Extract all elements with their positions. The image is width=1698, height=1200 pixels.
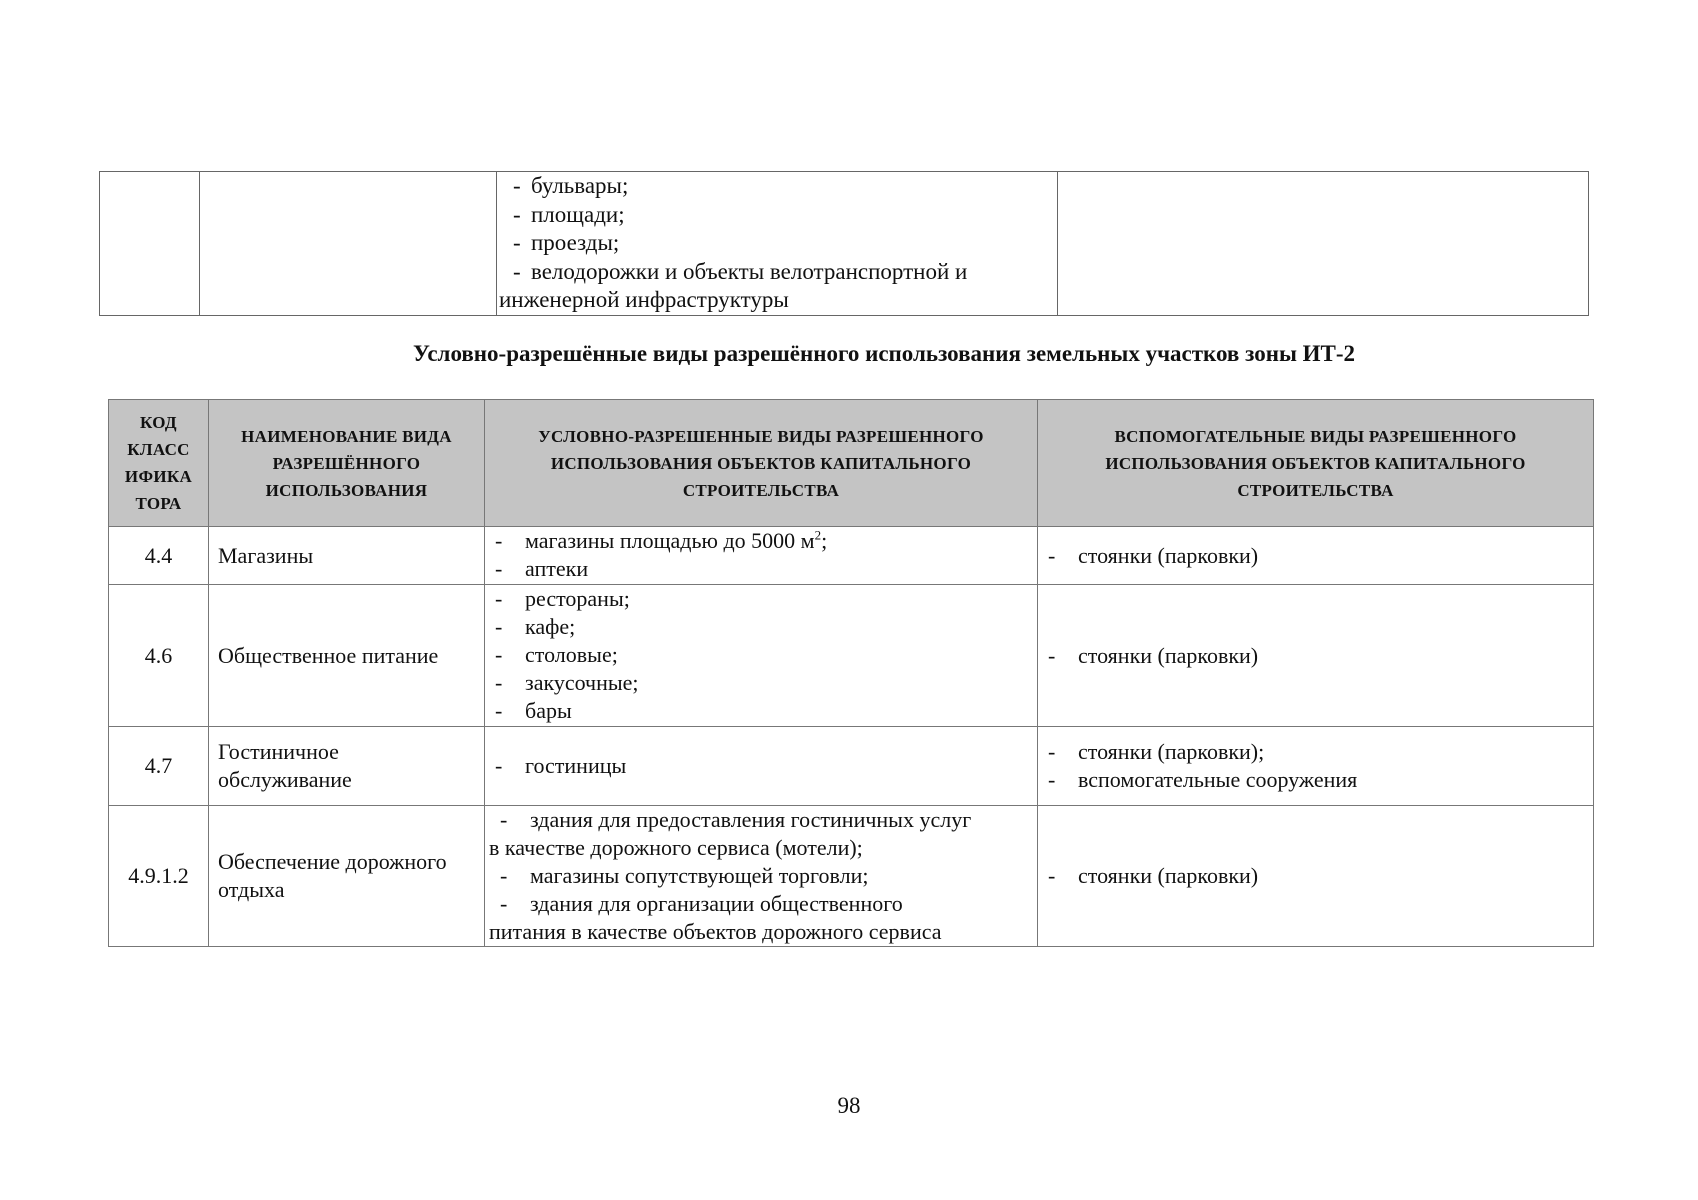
continued-table-fragment (99, 171, 1589, 316)
list-item: - здания для предоставления гостиничных услуг (500, 806, 1031, 834)
bullet-list (485, 585, 1037, 725)
superscript: 2 (814, 527, 822, 543)
list-item-text-end: ; (821, 528, 828, 553)
list-item: - стоянки (парковки) (1048, 862, 1587, 890)
table-header-row (109, 400, 1594, 527)
header-line: СТРОИТЕЛЬСТВА (1237, 480, 1394, 500)
cell-conditional (485, 527, 1038, 585)
list-item: - проезды; (513, 229, 1051, 258)
table-row (109, 527, 1594, 585)
cell-conditional (485, 585, 1038, 727)
cell-conditional (485, 806, 1038, 947)
table-cell-empty (100, 172, 200, 316)
table-row (100, 172, 1589, 316)
list-item: - рестораны; (495, 585, 1031, 613)
header-line: ТОРА (135, 494, 182, 513)
bullet-list (497, 172, 1057, 286)
bullet-list (1038, 738, 1593, 794)
list-item: - велодорожки и объекты велотранспортной и (513, 258, 1051, 287)
bullet-list (1038, 542, 1593, 570)
header-line: РАЗРЕШЁННОГО (272, 453, 421, 473)
header-auxiliary (1038, 400, 1594, 527)
cell-code: 4.7 (109, 727, 209, 806)
list-item: - столовые; (495, 641, 1031, 669)
list-item: - стоянки (парковки) (1048, 642, 1587, 670)
table-row (109, 585, 1594, 727)
list-item: - здания для организации общественного (500, 890, 1031, 918)
list-item: - кафе; (495, 613, 1031, 641)
list-item (495, 527, 1031, 555)
land-use-table (108, 399, 1594, 947)
cell-auxiliary (1038, 585, 1594, 727)
list-item-text: магазины площадью до 5000 м (525, 528, 815, 553)
header-line: ИСПОЛЬЗОВАНИЯ ОБЪЕКТОВ КАПИТАЛЬНОГО (1105, 453, 1526, 473)
bullet-list (1038, 862, 1593, 890)
header-line: ВСПОМОГАТЕЛЬНЫЕ ВИДЫ РАЗРЕШЕННОГО (1114, 426, 1517, 446)
cell-code: 4.6 (109, 585, 209, 727)
cell-name: Магазины (209, 527, 485, 585)
page-number: 98 (837, 1093, 861, 1118)
cell-code: 4.4 (109, 527, 209, 585)
table-row (109, 727, 1594, 806)
header-line: НАИМЕНОВАНИЕ ВИДА (241, 426, 452, 446)
list-continuation: питания в качестве объектов дорожного сервиса (489, 919, 942, 944)
list-item: - площади; (513, 201, 1051, 230)
cell-name: Гостиничное обслуживание (209, 727, 485, 806)
header-line: КОД (140, 413, 177, 432)
bullet-list (485, 806, 1037, 834)
header-line: СТРОИТЕЛЬСТВА (682, 480, 840, 500)
header-line: ИСПОЛЬЗОВАНИЯ (265, 480, 428, 500)
bullet-list (485, 752, 1037, 780)
header-conditional (485, 400, 1038, 527)
bullet-list (485, 862, 1037, 918)
header-line: УСЛОВНО-РАЗРЕШЕННЫЕ ВИДЫ РАЗРЕШЕННОГО (538, 426, 984, 446)
header-name (209, 400, 485, 527)
cell-auxiliary (1038, 727, 1594, 806)
table-row (109, 806, 1594, 947)
section-title: Условно-разрешённые виды разрешённого использования земельных участков зоны ИТ-2 (412, 341, 1356, 366)
list-item: - гостиницы (495, 752, 1031, 780)
list-item: - бары (495, 697, 1031, 725)
cell-auxiliary (1038, 527, 1594, 585)
list-item: - бульвары; (513, 172, 1051, 201)
list-item: - стоянки (парковки); (1048, 738, 1587, 766)
header-line: ИСПОЛЬЗОВАНИЯ ОБЪЕКТОВ КАПИТАЛЬНОГО (550, 453, 972, 473)
list-continuation: в качестве дорожного сервиса (мотели); (489, 835, 863, 860)
list-item: - закусочные; (495, 669, 1031, 697)
cell-name: Обеспечение дорожного отдыха (209, 806, 485, 947)
bullet-list (1038, 642, 1593, 670)
table-cell-list (497, 172, 1058, 316)
header-code (109, 400, 209, 527)
bullet-list (485, 527, 1037, 583)
cell-name: Общественное питание (209, 585, 485, 727)
header-line: ИФИКА (124, 467, 193, 486)
list-item: - вспомогательные сооружения (1048, 766, 1587, 794)
table-cell-empty (200, 172, 497, 316)
cell-auxiliary (1038, 806, 1594, 947)
cell-code: 4.9.1.2 (109, 806, 209, 947)
list-continuation: инженерной инфраструктуры (499, 287, 789, 312)
header-line: КЛАСС (127, 440, 190, 459)
list-item: - аптеки (495, 555, 1031, 583)
cell-conditional (485, 727, 1038, 806)
table-cell-empty (1058, 172, 1589, 316)
list-item: - магазины сопутствующей торговли; (500, 862, 1031, 890)
list-item: - стоянки (парковки) (1048, 542, 1587, 570)
